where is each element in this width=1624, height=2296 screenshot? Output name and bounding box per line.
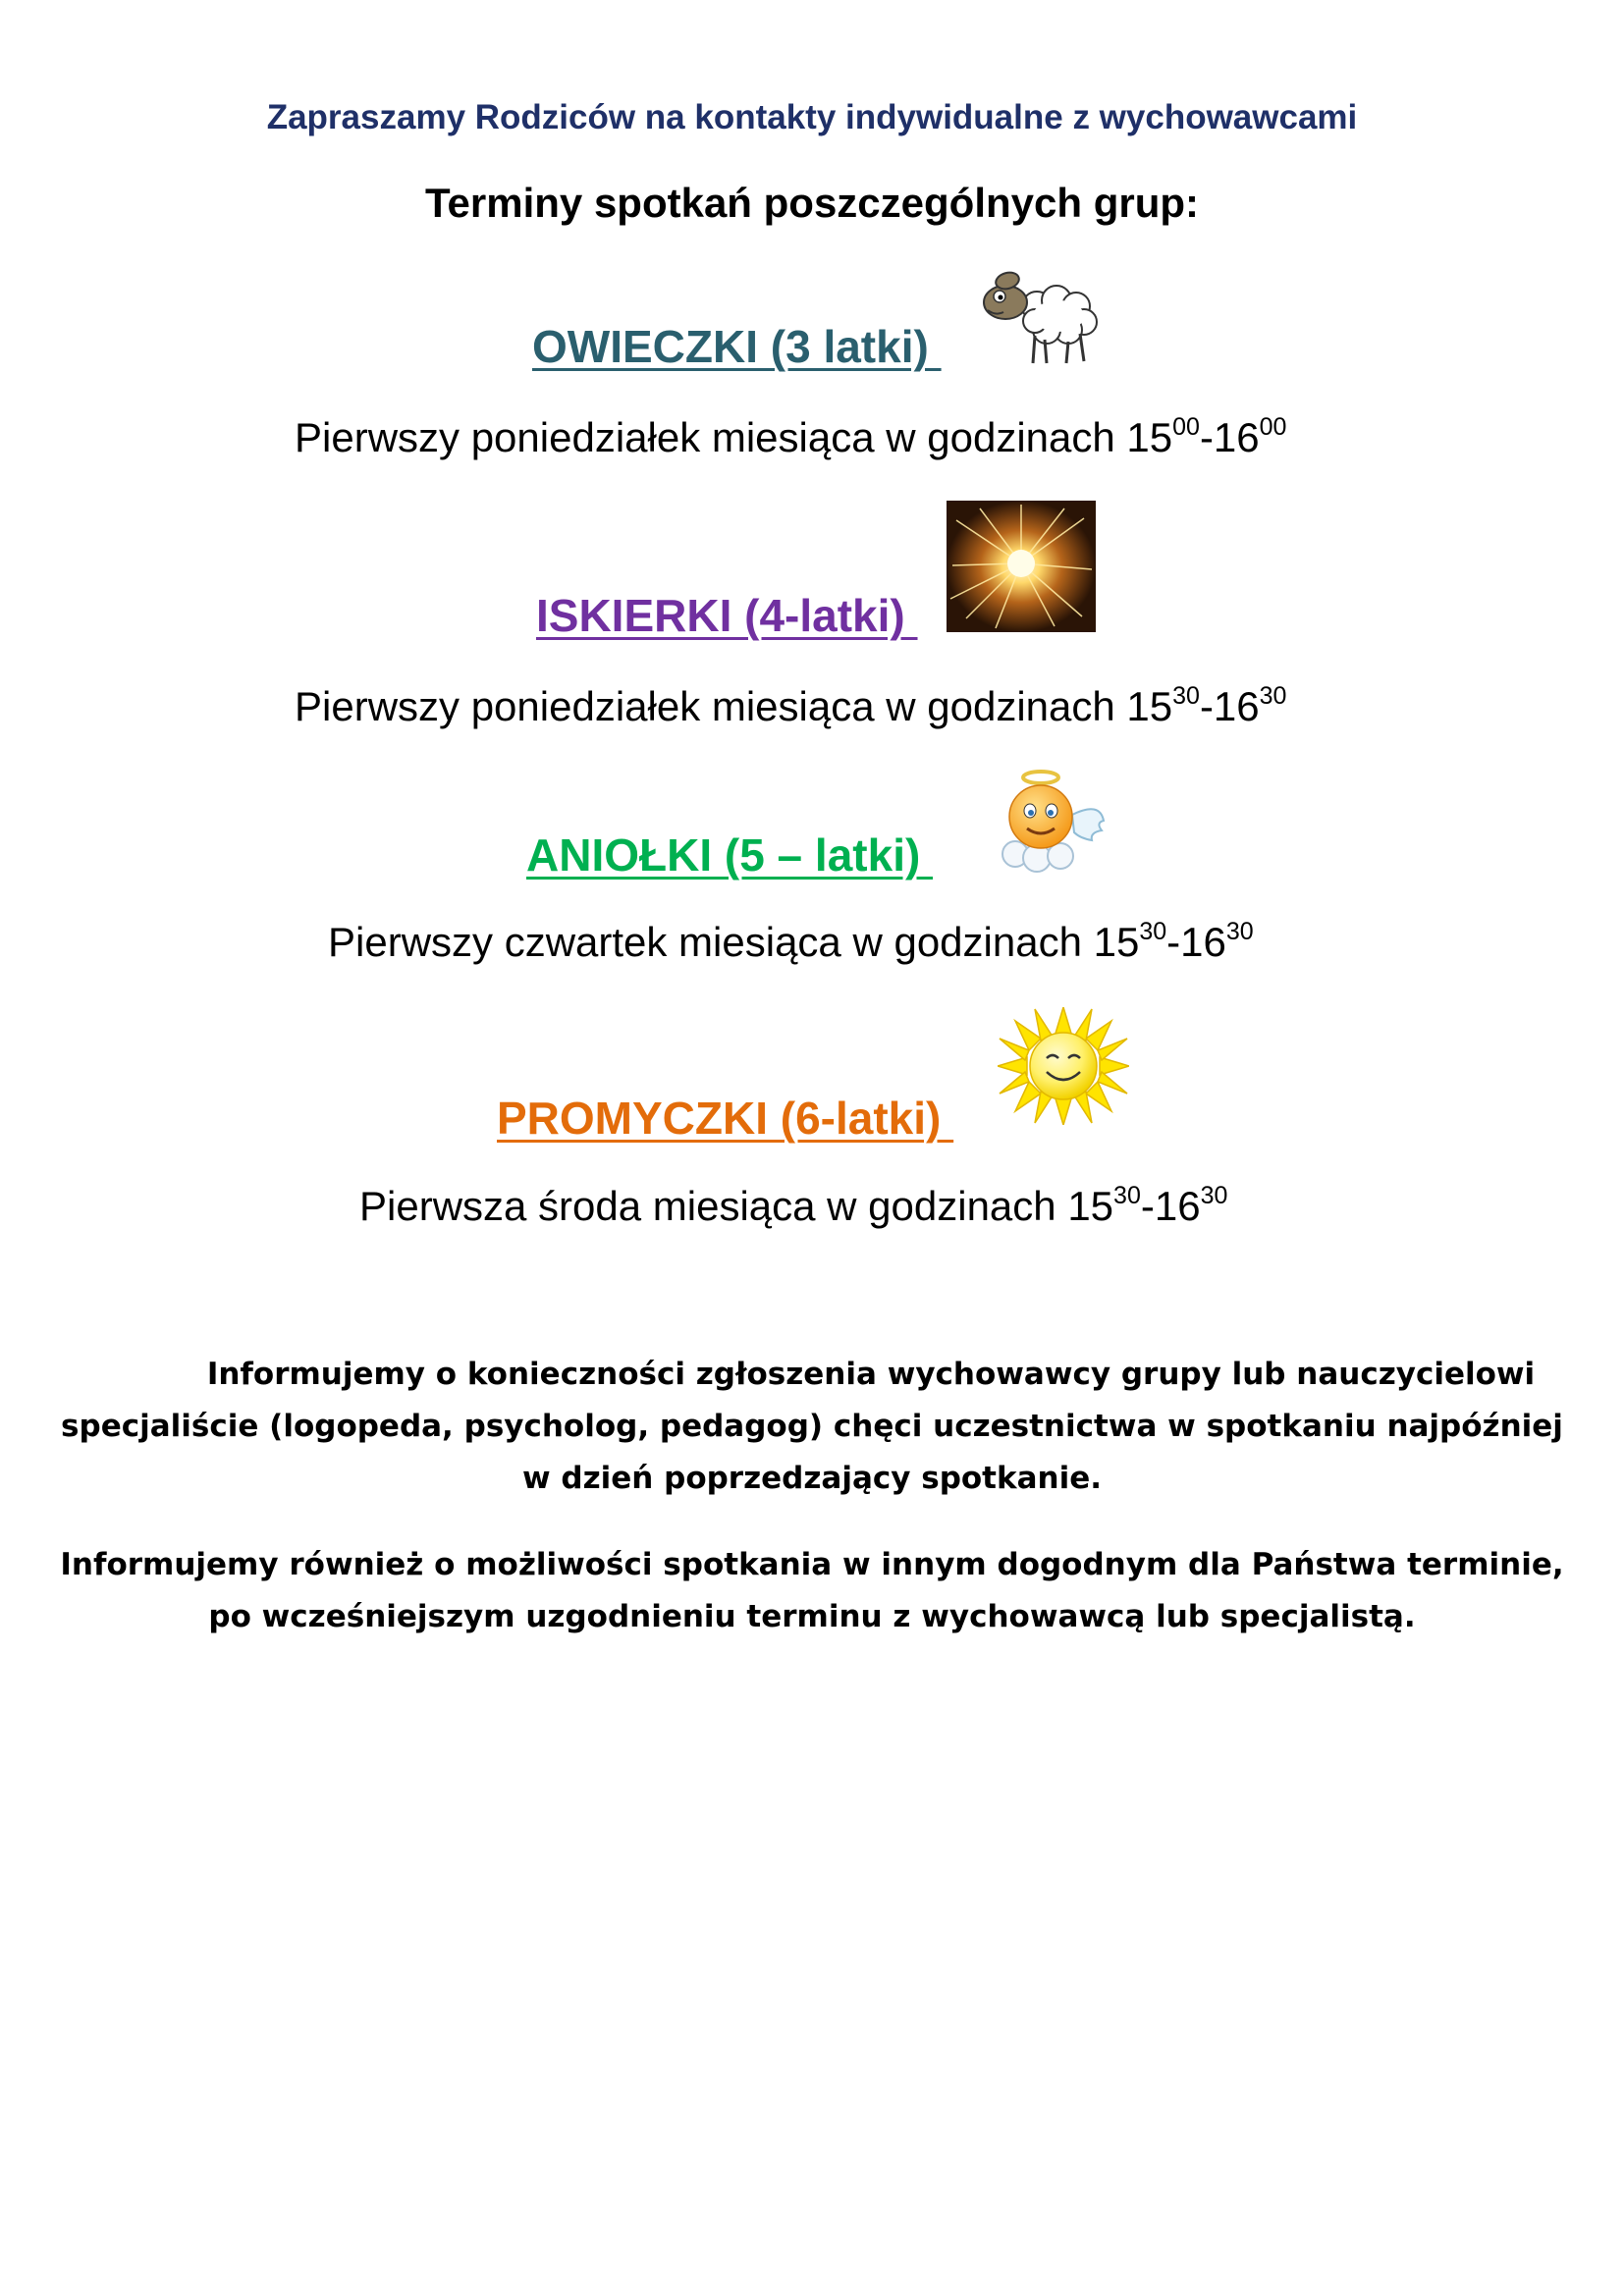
schedule-iskierki: Pierwszy poniedziałek miesiąca w godzinach $15^{30}-16^{30}$ — [295, 682, 1287, 729]
info-line: po wcześniejszym uzgodnieniu terminu z wychowawcą lub specjalistą. — [208, 1599, 1416, 1634]
info-paragraph-registration — [59, 1349, 1565, 1505]
page-header: Zapraszamy Rodziców na kontakty indywidualne z wychowawcami — [266, 98, 1358, 136]
info-paragraph-other-term — [59, 1539, 1565, 1643]
group-title-promyczki: PROMYCZKI (6-latki) — [497, 1093, 954, 1144]
page-subheader: Terminy spotkań poszczególnych grup: — [425, 180, 1199, 226]
sparkler-icon — [947, 501, 1096, 632]
schedule-aniolki: Pierwszy czwartek miesiąca w godzinach $15^{30}-16^{30}$ — [328, 918, 1254, 965]
info-line: Informujemy również o możliwości spotkania w innym dogodnym dla Państwa terminie, — [60, 1547, 1564, 1582]
info-line: w dzień poprzedzający spotkanie. — [521, 1461, 1103, 1496]
info-line: specjaliście (logopeda, psycholog, pedagog) chęci uczestnictwa w spotkaniu najpóźniej — [61, 1409, 1563, 1444]
smiling-sun-icon — [998, 1007, 1129, 1125]
group-title-aniolki: ANIOŁKI (5 – latki) — [526, 829, 934, 881]
group-title-iskierki: ISKIERKI (4-latki) — [536, 590, 918, 641]
angel-smiley-icon — [986, 766, 1108, 874]
schedule-owieczki: Pierwszy poniedziałek miesiąca w godzinach $15^{00}-16^{00}$ — [295, 413, 1287, 460]
info-line: Informujemy o konieczności zgłoszenia wychowawcy grupy lub nauczycielowi — [206, 1357, 1536, 1392]
sheep-icon — [978, 267, 1102, 369]
group-title-owieczki: OWIECZKI (3 latki) — [532, 321, 942, 372]
schedule-promyczki: Pierwsza środa miesiąca w godzinach $15^{30}-16^{30}$ — [359, 1182, 1228, 1229]
